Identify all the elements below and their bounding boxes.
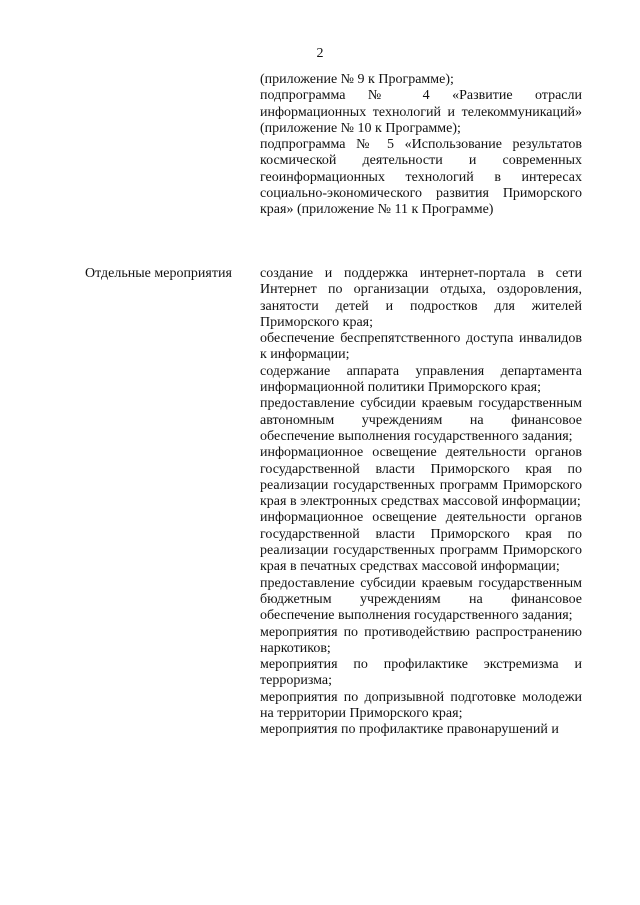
activities-list (260, 266, 582, 739)
activity-item: создание и поддержка интернет-портала в сети Интернет по организации отдыха, оздоровления, занятости детей и подростков для жителей Приморского края; (260, 266, 582, 330)
activity-item: мероприятия по профилактике экстремизма и терроризма; (260, 657, 582, 689)
activity-item: содержание аппарата управления департамента информационной политики Приморского края; (260, 363, 582, 396)
activity-item: обеспечение беспрепятственного доступа инвалидов к информации; (260, 331, 582, 363)
section-label: Отдельные мероприятия (85, 266, 232, 281)
activity-item: информационное освещение деятельности органов государственной власти Приморского края по реализации государственных программ Приморского края в электронных средствах массовой информации; (260, 445, 582, 510)
subprogram-item: (приложение № 9 к Программе); (260, 72, 454, 87)
activity-item: предоставление субсидии краевым государственным бюджетным учреждениям на финансовое обеспечение выполнения государственного задания; (260, 575, 582, 624)
activity-item: предоставление субсидии краевым государственным автономным учреждениям на финансовое обеспечение выполнения государственного задания; (260, 396, 582, 444)
subprogram-item: подпрограмма № 5 «Использование результатов космической деятельности и современных геоинформационных технологий в интересах социально-экономического развития Приморского края» (приложение № 11 к Программе) (260, 137, 582, 218)
page-number: 2 (316, 46, 324, 61)
activity-item: информационное освещение деятельности органов государственной власти Приморского края по реализации государственных программ Приморского края в печатных средствах массовой информации; (260, 510, 582, 575)
activity-item: мероприятия по профилактике правонарушений и (260, 722, 559, 738)
activity-item: мероприятия по противодействию распространению наркотиков; (260, 624, 582, 656)
activity-item: мероприятия по допризывной подготовке молодежи на территории Приморского края; (260, 689, 582, 722)
subprogram-item: подпрограмма № 4 «Развитие отрасли информационных технологий и телекоммуникаций» (приложение № 10 к Программе); (260, 88, 582, 136)
subprograms-list (260, 72, 582, 219)
